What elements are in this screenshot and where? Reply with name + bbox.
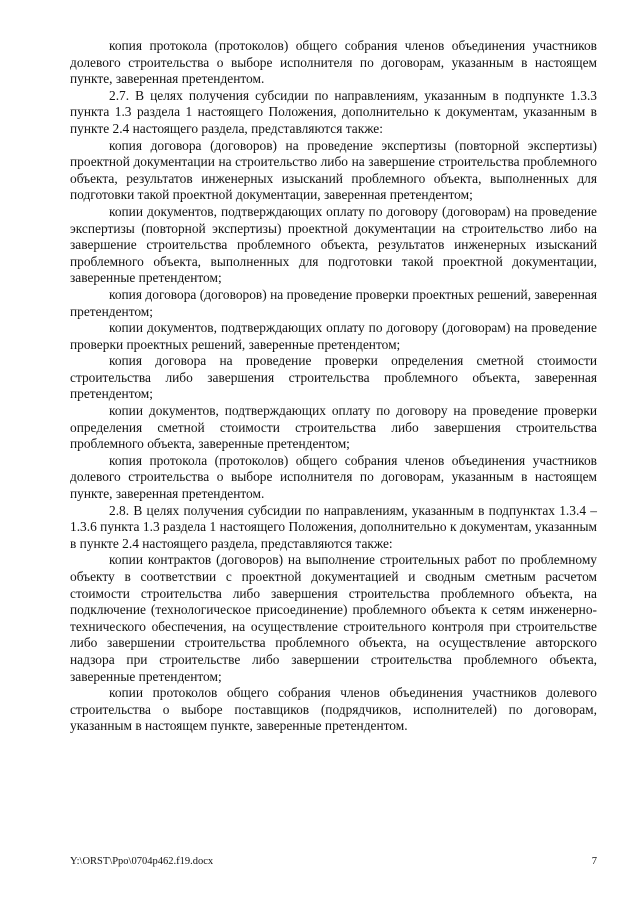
paragraph: копия договора (договоров) на проведение проверки проектных решений, заверенная претендентом; bbox=[70, 286, 597, 319]
paragraph: копии документов, подтверждающих оплату по договору (договорам) на проведение проверки проектных решений, заверенные претендентом; bbox=[70, 320, 597, 352]
page-footer bbox=[70, 856, 597, 868]
paragraph: копии протоколов общего собрания членов объединения участников долевого строительства о выборе поставщиков (подрядчиков, исполнителей) по договорам, указанным в настоящем пункте, заверенные претендентом. bbox=[70, 685, 597, 734]
paragraph: копия протокола (протоколов) общего собрания членов объединения участников долевого строительства о выборе исполнителя по договорам, указанным в настоящем пункте, заверенная претендентом. bbox=[70, 452, 597, 502]
document-body bbox=[70, 38, 597, 735]
paragraph: копия договора (договоров) на проведение экспертизы (повторной экспертизы) проектной документации на строительство либо на завершение строительства проблемного объекта, результатов инженерных изысканий проблемного объекта, выполненных для подготовки такой проектной документации, заверенная претендентом; bbox=[70, 137, 597, 203]
file-path: Y:\ORST\Ppo\0704p462.f19.docx bbox=[70, 856, 214, 867]
paragraph: 2.8. В целях получения субсидии по направлениям, указанным в подпунктах 1.3.4 – 1.3.6 пункта 1.3 раздела 1 настоящего Положения, дополнительно к документам, указанным в пункте 2.4 настоящего раздела, представляются также: bbox=[70, 502, 597, 551]
paragraph: копии документов, подтверждающих оплату по договору на проведение проверки определения сметной стоимости строительства либо завершения строительства проблемного объекта, заверенные претендентом; bbox=[70, 403, 597, 452]
paragraph: копия договора на проведение проверки определения сметной стоимости строительства либо завершения строительства проблемного объекта, заверенная претендентом; bbox=[70, 353, 597, 402]
page-number: 7 bbox=[591, 856, 597, 867]
paragraph: 2.7. В целях получения субсидии по направлениям, указанным в подпункте 1.3.3 пункта 1.3 раздела 1 настоящего Положения, дополнительно к документам, указанным в пункте 2.4 настоящего раздела, представляются также: bbox=[70, 87, 597, 136]
paragraph: копии документов, подтверждающих оплату по договору (договорам) на проведение экспертизы (повторной экспертизы) проектной документации на строительство либо на завершение строительства проблемного объекта, результатов инженерных изысканий проблемного объекта, выполненных для подготовки такой проектной документации, заверенные претендентом; bbox=[70, 203, 597, 286]
paragraph: копии контрактов (договоров) на выполнение строительных работ по проблемному объекту в соответствии с проектной документацией и сводным сметным расчетом стоимости строительства либо завершения строительства проблемного объекта, на подключение (технологическое присоединение) проблемного объекта к сетям инженерно-технического обеспечения, на осуществление строительного контроля при строительстве либо завершении строительства проблемного объекта, на осуществление авторского надзора при строительстве либо завершении строительства проблемного объекта, заверенные претендентом; bbox=[70, 552, 597, 684]
paragraph: копия протокола (протоколов) общего собрания членов объединения участников долевого строительства о выборе исполнителя по договорам, указанным в настоящем пункте, заверенная претендентом. bbox=[70, 38, 597, 87]
